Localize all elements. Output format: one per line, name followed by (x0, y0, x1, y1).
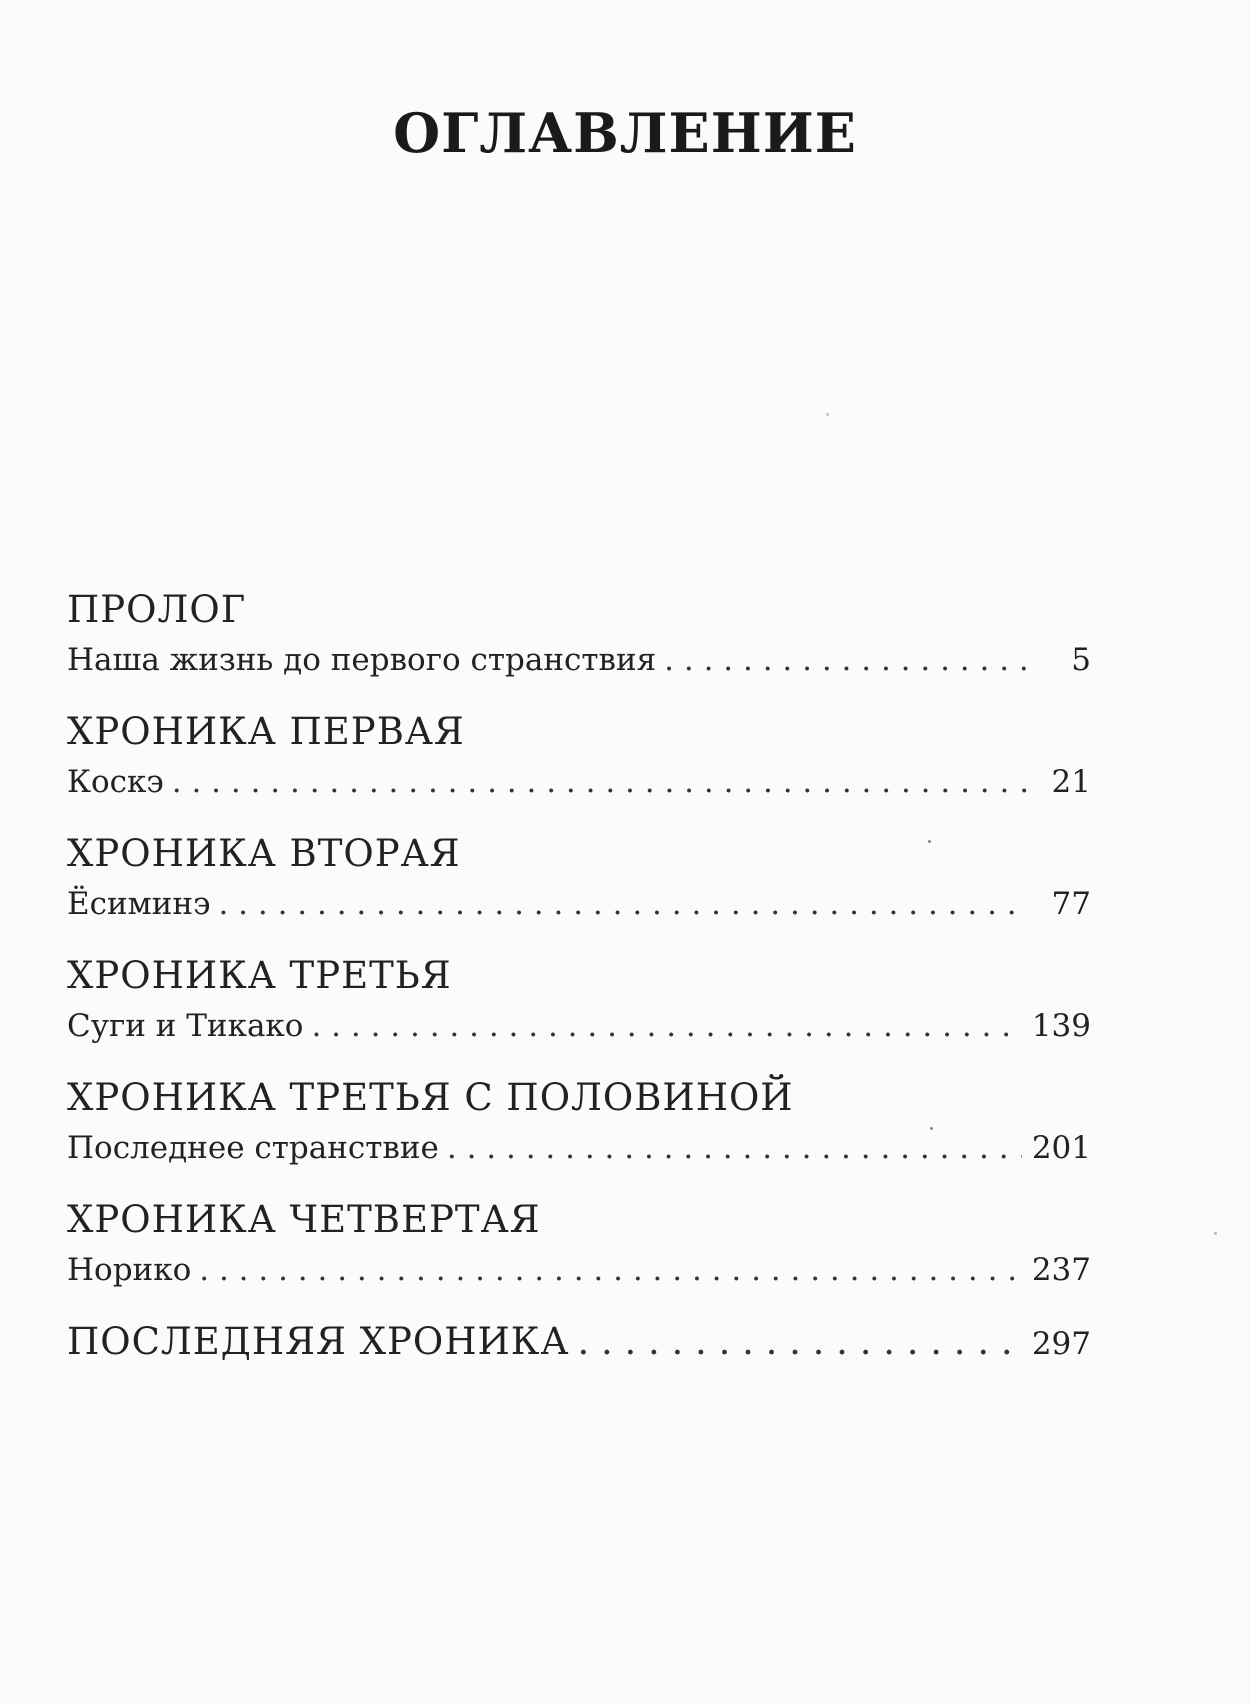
toc-section-chronicle-2 (67, 829, 1091, 929)
section-heading: ХРОНИКА ЧЕТВЕРТАЯ (67, 1198, 541, 1241)
page-number: 237 (1031, 1252, 1091, 1288)
entry-label: Ёсиминэ (67, 886, 211, 922)
toc-section-chronicle-1 (67, 707, 1091, 807)
entry-label: Последнее странствие (67, 1130, 439, 1166)
toc-entry (67, 1123, 1091, 1173)
dot-leader (218, 879, 1027, 929)
paper-speck (930, 1127, 933, 1130)
paper-speck (826, 413, 829, 416)
entry-label: Норико (67, 1252, 192, 1288)
entry-label: Наша жизнь до первого странствия (67, 642, 657, 678)
dot-leader (664, 635, 1027, 685)
dot-leader (447, 1123, 1022, 1173)
dot-leader (172, 757, 1027, 807)
entry-label: Коскэ (67, 764, 164, 800)
toc-entry (67, 1001, 1091, 1051)
entry-label: ПОСЛЕДНЯЯ ХРОНИКА (67, 1320, 570, 1363)
page-number: 201 (1031, 1130, 1091, 1166)
toc-section-chronicle-4 (67, 1195, 1091, 1295)
toc-section-chronicle-3 (67, 951, 1091, 1051)
page-number: 77 (1051, 886, 1091, 922)
toc-entry (67, 635, 1091, 685)
dot-leader (199, 1245, 1022, 1295)
page-title: ОГЛАВЛЕНИЕ (393, 101, 857, 166)
toc-section-chronicle-3-half (67, 1073, 1091, 1173)
dot-leader (577, 1317, 1021, 1367)
section-heading: ХРОНИКА ТРЕТЬЯ С ПОЛОВИНОЙ (67, 1076, 794, 1119)
section-heading: ХРОНИКА ТРЕТЬЯ (67, 954, 452, 997)
entry-label: Суги и Тикако (67, 1008, 304, 1044)
toc-entry (67, 879, 1091, 929)
table-of-contents (67, 585, 1091, 1391)
section-heading: ПРОЛОГ (67, 588, 247, 631)
paper-speck (928, 840, 931, 843)
dot-leader (311, 1001, 1021, 1051)
page-number: 5 (1071, 642, 1091, 678)
section-heading: ХРОНИКА ВТОРАЯ (67, 832, 461, 875)
toc-entry (67, 1245, 1091, 1295)
page-number: 139 (1031, 1008, 1091, 1044)
page-number: 297 (1031, 1326, 1091, 1362)
toc-section-final (67, 1317, 1091, 1369)
section-heading: ХРОНИКА ПЕРВАЯ (67, 710, 465, 753)
paper-speck (1214, 1232, 1217, 1235)
toc-entry (67, 1317, 1091, 1369)
toc-entry (67, 757, 1091, 807)
toc-section-prologue (67, 585, 1091, 685)
page-number: 21 (1051, 764, 1091, 800)
